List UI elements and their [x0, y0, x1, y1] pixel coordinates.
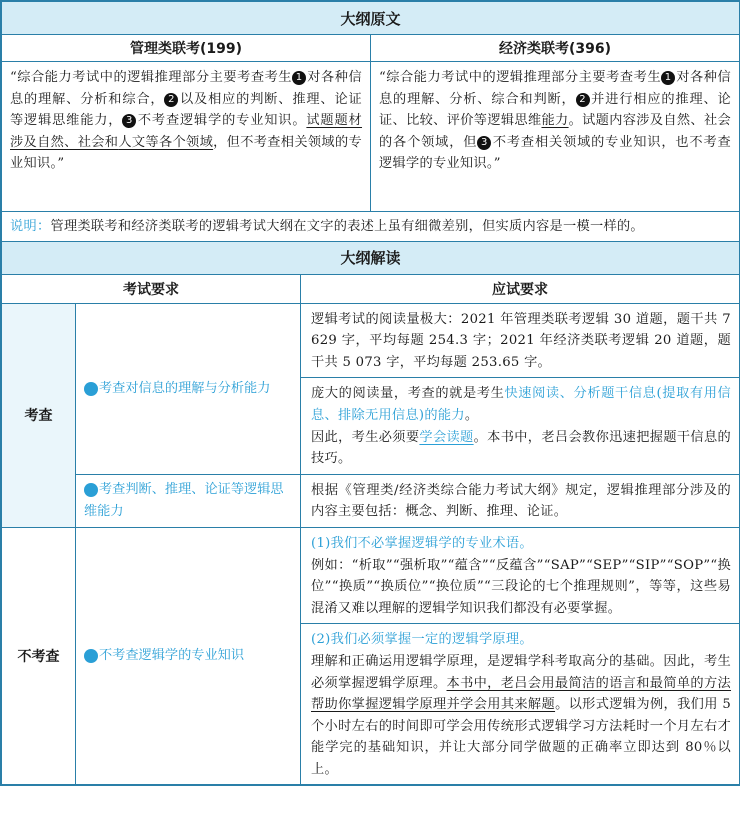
econ-text: [371, 62, 740, 212]
outline-table: [1, 1, 740, 785]
econ-header: 经济类联考(396): [371, 35, 740, 62]
mgmt-u2: 人文等各个领域: [118, 134, 214, 150]
mgmt-t6: ，但不考查相关领域的专业: [10, 134, 362, 172]
mgmt-t2: 以及相应: [179, 91, 237, 107]
econ-t2: 并: [590, 91, 606, 107]
num-badge: 1: [84, 382, 98, 396]
outline-title: 大纲原文: [2, 2, 740, 35]
exam-item-2: [76, 474, 301, 527]
econ-t4: 。试题内容涉及自然、社会的各个领域，但: [379, 113, 732, 150]
mgmt-t3: 的判断、推理、论证等逻辑思维能力，: [10, 91, 362, 129]
num-badge: 2: [84, 483, 98, 497]
noexam-r2c: 。: [432, 675, 447, 691]
econ-u1: 能力: [541, 113, 569, 129]
exam-r2a: 庞大的阅读量，考查的就是考生: [311, 386, 505, 402]
noexam-r1a: (1)我们不必掌握逻辑学的专业术语。: [311, 535, 533, 551]
mgmt-t1: 对各种信息的理解、分析和综合，: [10, 70, 362, 107]
noexam-r2b: 理解和正确运用逻辑学原理，是逻辑学科考取高分的基础。因此，考生必须掌握逻辑学原理: [311, 653, 732, 691]
exam-item-1: [76, 303, 301, 474]
noexam-r2d: 本书中，老吕会用最简洁的语言和最简单的方法帮助你掌握逻辑学原理并学会用其来解题: [311, 675, 732, 713]
exam-r3: 根据《管理类/经济类综合能力考试大纲》规定，逻辑推理部分涉及的内容主要包括：概念、判断、推理、论证。: [301, 474, 740, 527]
exam-label: 考查: [2, 303, 76, 527]
econ-t1: 对各种信息的理解、分析、综合和判断，: [379, 70, 732, 107]
exam-item-1-text: 考查对信息的理解与分析能力: [99, 380, 271, 396]
num-badge: 1: [661, 71, 675, 85]
analysis-title: 大纲解读: [2, 241, 740, 274]
econ-t5: 不考查相关领域的专业知识，也不考查逻辑学: [379, 134, 732, 172]
econ-t3: 进行相应的推理、论证、比较、评价等逻辑思维: [379, 91, 732, 129]
outline-note: [2, 212, 740, 242]
num-badge: 3: [477, 136, 491, 150]
num-badge: 2: [576, 93, 590, 107]
noexam-r1: [301, 527, 740, 623]
mgmt-t5: 逻辑学的专业知识。: [180, 113, 307, 129]
noexam-label: 不考查: [2, 527, 76, 785]
mgmt-t7: 知识。”: [23, 156, 65, 172]
mgmt-p1: “综合能力考试中的逻辑推理部分主要考查考生: [10, 70, 293, 85]
exam-r2c: 。: [464, 407, 479, 423]
num-badge: 1: [292, 71, 306, 85]
col-answer-req: 应试要求: [301, 274, 740, 303]
mgmt-u1: 试题题材涉及自然、社会和: [10, 113, 363, 150]
mgmt-t4: 不考查: [137, 113, 181, 129]
num-badge: 3: [84, 649, 98, 663]
exam-r2e: 学会读题: [419, 429, 474, 445]
noexam-r1b: 例如：“析取”“强析取”“蕴含”“反蕴含”“SAP”“SEP”“SIP”“SOP”“换位”“换质”“换质位”“换位质”“三段论的七个推理规则”，等等，这些易混淆又难以理解的逻辑学知识我们都没有必要掌握。: [311, 557, 732, 616]
noexam-r2a: (2)我们必须掌握一定的逻辑学原理。: [311, 632, 533, 648]
noexam-item-text: 不考查逻辑学的专业知识: [99, 648, 245, 664]
mgmt-header: 管理类联考(199): [2, 35, 371, 62]
exam-r1: 逻辑考试的阅读量极大：2021 年管理类联考逻辑 30 道题，题干共 7 629 字，平均每题 254.3 字；2021 年经济类联考逻辑 20 道题，题干共 5 073 字，平均每题 253.65 字。: [301, 303, 740, 378]
num-badge: 3: [122, 114, 136, 128]
col-exam-req: 考试要求: [2, 274, 301, 303]
econ-p1: “综合能力考试中的逻辑推理部分主要考查考生: [379, 70, 662, 85]
exam-r2b: 快速阅读、分析题干信息(提取有用信息、排除无用信息)的能力: [311, 386, 732, 423]
noexam-r2e: 。以形式逻辑为例，我们用 5 个小时左右的时间即可学会用传统形式逻辑学习方法耗时一个月左右才能学完的基础知识，并让大部分同学做题的正确率立即达到 80％以上。: [311, 697, 732, 777]
exam-r2: [301, 378, 740, 474]
mgmt-text: [2, 62, 371, 212]
exam-r2f: 。本书中，老吕会教你迅速把握题干信息的技巧。: [311, 429, 732, 467]
noexam-r2: [301, 624, 740, 785]
econ-t6: 的专业知识。”: [419, 156, 501, 172]
exam-r2d: 因此，考生必须要: [311, 429, 420, 445]
note-text: 管理类联考和经济类联考的逻辑考试大纲在文字的表述上虽有细微差别，但实质内容是一模一样的。: [50, 219, 644, 234]
noexam-item: [76, 527, 301, 785]
note-label: 说明：: [10, 219, 51, 234]
exam-item-2-text: 考查判断、推理、论证等逻辑思维能力: [84, 482, 284, 519]
num-badge: 2: [164, 93, 178, 107]
